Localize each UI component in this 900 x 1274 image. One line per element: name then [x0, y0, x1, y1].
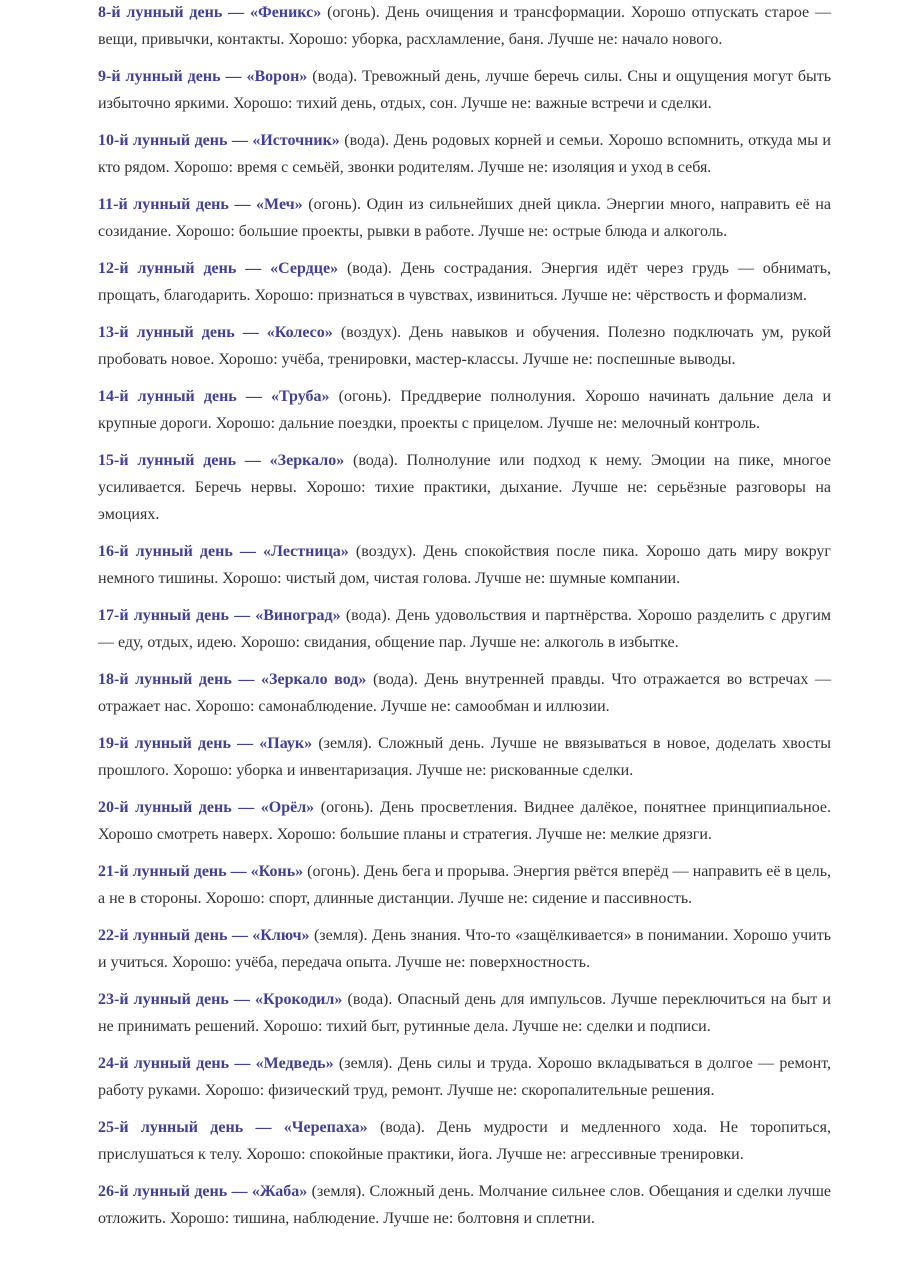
- lunar-day-heading: 16-й лунный день — «Лестница»: [98, 543, 349, 560]
- lunar-day-heading: 9-й лунный день — «Ворон»: [98, 68, 308, 85]
- lunar-day-heading: 19-й лунный день — «Паук»: [98, 735, 313, 752]
- lunar-day-description: (вода). День мудрости и медленного хода. Не торопиться, прислушаться к телу. Хорошо: спокойные практики, йога. Лучше не: агрессивные тренировки.: [98, 1119, 831, 1163]
- lunar-day-heading: 23-й лунный день — «Крокодил»: [98, 991, 343, 1008]
- lunar-day-heading: 24-й лунный день — «Медведь»: [98, 1055, 334, 1072]
- lunar-day-heading: 14-й лунный день — «Труба»: [98, 388, 330, 405]
- lunar-day-description: (воздух). День спокойствия после пика. Хорошо дать миру вокруг немного тишины. Хорошо: чистый дом, чистая голова. Лучше не: шумные компании.: [98, 543, 831, 587]
- lunar-day-description: (вода). Опасный день для импульсов. Лучше переключиться на быт и не принимать решений. Хорошо: тихий быт, рутинные дела. Лучше не: сделки и подписи.: [98, 991, 831, 1035]
- lunar-day-entry: [98, 63, 831, 117]
- lunar-day-description: (вода). День удовольствия и партнёрства. Хорошо разделить с другим — еду, отдых, идею. Хорошо: свидания, общение пар. Лучше не: алкоголь в избытке.: [98, 607, 831, 651]
- lunar-day-heading: 21-й лунный день — «Конь»: [98, 863, 304, 880]
- lunar-day-entry: [98, 127, 831, 181]
- lunar-day-entry: [98, 319, 831, 373]
- lunar-day-description: (земля). День силы и труда. Хорошо вкладываться в долгое — ремонт, работу руками. Хорошо: физический труд, ремонт. Лучше не: скоропалительные решения.: [98, 1055, 831, 1099]
- lunar-day-heading: 26-й лунный день — «Жаба»: [98, 1183, 308, 1200]
- lunar-day-entry: [98, 730, 831, 784]
- lunar-day-heading: 12-й лунный день — «Сердце»: [98, 260, 339, 277]
- lunar-day-entry: [98, 191, 831, 245]
- lunar-day-heading: 15-й лунный день — «Зеркало»: [98, 452, 345, 469]
- lunar-day-description: (земля). День знания. Что-то «защёлкивается» в понимании. Хорошо учить и учиться. Хорошо: учёба, передача опыта. Лучше не: поверхностность.: [98, 927, 831, 971]
- lunar-day-description: (огонь). День бега и прорыва. Энергия рвётся вперёд — направить её в цель, а не в стороны. Хорошо: спорт, длинные дистанции. Лучше не: сидение и пассивность.: [98, 863, 832, 907]
- lunar-day-heading: 18-й лунный день — «Зеркало вод»: [98, 671, 367, 688]
- lunar-day-entry: [98, 666, 831, 720]
- lunar-day-heading: 8-й лунный день — «Феникс»: [98, 4, 322, 21]
- lunar-day-heading: 11-й лунный день — «Меч»: [98, 196, 303, 213]
- lunar-day-description: (огонь). День очищения и трансформации. Хорошо отпускать старое — вещи, привычки, контакты. Хорошо: уборка, расхламление, баня. Лучше не: начало нового.: [98, 4, 832, 48]
- lunar-day-entry: [98, 986, 831, 1040]
- lunar-day-heading: 20-й лунный день — «Орёл»: [98, 799, 315, 816]
- lunar-day-heading: 10-й лунный день — «Источник»: [98, 132, 340, 149]
- lunar-day-description: (огонь). День просветления. Виднее далёкое, понятнее принципиальное. Хорошо смотреть наверх. Хорошо: большие планы и стратегия. Лучше не: мелкие дрязги.: [98, 799, 832, 843]
- lunar-day-entry: [98, 794, 831, 848]
- lunar-day-heading: 25-й лунный день — «Черепаха»: [98, 1119, 368, 1136]
- lunar-day-description: (вода). День родовых корней и семьи. Хорошо вспомнить, откуда мы и кто рядом. Хорошо: время с семьёй, звонки родителям. Лучше не: изоляция и уход в себя.: [98, 132, 831, 176]
- lunar-day-description: (земля). Сложный день. Молчание сильнее слов. Обещания и сделки лучше отложить. Хорошо: тишина, наблюдение. Лучше не: болтовня и сплетни.: [98, 1183, 831, 1227]
- lunar-day-entry: [98, 538, 831, 592]
- lunar-day-description: (вода). Тревожный день, лучше беречь силы. Сны и ощущения могут быть избыточно яркими. Хорошо: тихий день, отдых, сон. Лучше не: важные встречи и сделки.: [98, 68, 831, 112]
- lunar-day-entry: [98, 1178, 831, 1232]
- lunar-day-entry: [98, 0, 831, 53]
- lunar-day-heading: 13-й лунный день — «Колесо»: [98, 324, 333, 341]
- lunar-day-description: (огонь). Один из сильнейших дней цикла. Энергии много, направить её на созидание. Хорошо: большие проекты, рывки в работе. Лучше не: острые блюда и алкоголь.: [98, 196, 832, 240]
- lunar-day-description: (воздух). День навыков и обучения. Полезно подключать ум, рукой пробовать новое. Хорошо: учёба, тренировки, мастер-классы. Лучше не: поспешные выводы.: [98, 324, 832, 368]
- lunar-day-entry: [98, 383, 831, 437]
- lunar-day-entry: [98, 858, 831, 912]
- lunar-day-description: (вода). День внутренней правды. Что отражается во встречах — отражает нас. Хорошо: самонаблюдение. Лучше не: самообман и иллюзии.: [98, 671, 832, 715]
- lunar-day-entry: [98, 922, 831, 976]
- lunar-day-entry: [98, 602, 831, 656]
- lunar-day-description: (земля). Сложный день. Лучше не ввязываться в новое, доделать хвосты прошлого. Хорошо: уборка и инвентаризация. Лучше не: рискованные сделки.: [98, 735, 831, 779]
- lunar-day-heading: 22-й лунный день — «Ключ»: [98, 927, 310, 944]
- lunar-day-entry: [98, 447, 831, 528]
- lunar-day-entry: [98, 255, 831, 309]
- lunar-days-document: [98, 0, 831, 1242]
- lunar-day-entry: [98, 1114, 831, 1168]
- lunar-day-description: (огонь). Преддверие полнолуния. Хорошо начинать дальние дела и крупные дороги. Хорошо: дальние поездки, проекты с прицелом. Лучше не: мелочный контроль.: [98, 388, 832, 432]
- lunar-day-entry: [98, 1050, 831, 1104]
- lunar-day-description: (вода). День сострадания. Энергия идёт через грудь — обнимать, прощать, благодарить. Хорошо: признаться в чувствах, извиниться. Лучше не: чёрствость и формализм.: [98, 260, 831, 304]
- lunar-day-description: (вода). Полнолуние или подход к нему. Эмоции на пике, многое усиливается. Беречь нервы. Хорошо: тихие практики, дыхание. Лучше не: серьёзные разговоры на эмоциях.: [98, 452, 831, 523]
- lunar-day-heading: 17-й лунный день — «Виноград»: [98, 607, 341, 624]
